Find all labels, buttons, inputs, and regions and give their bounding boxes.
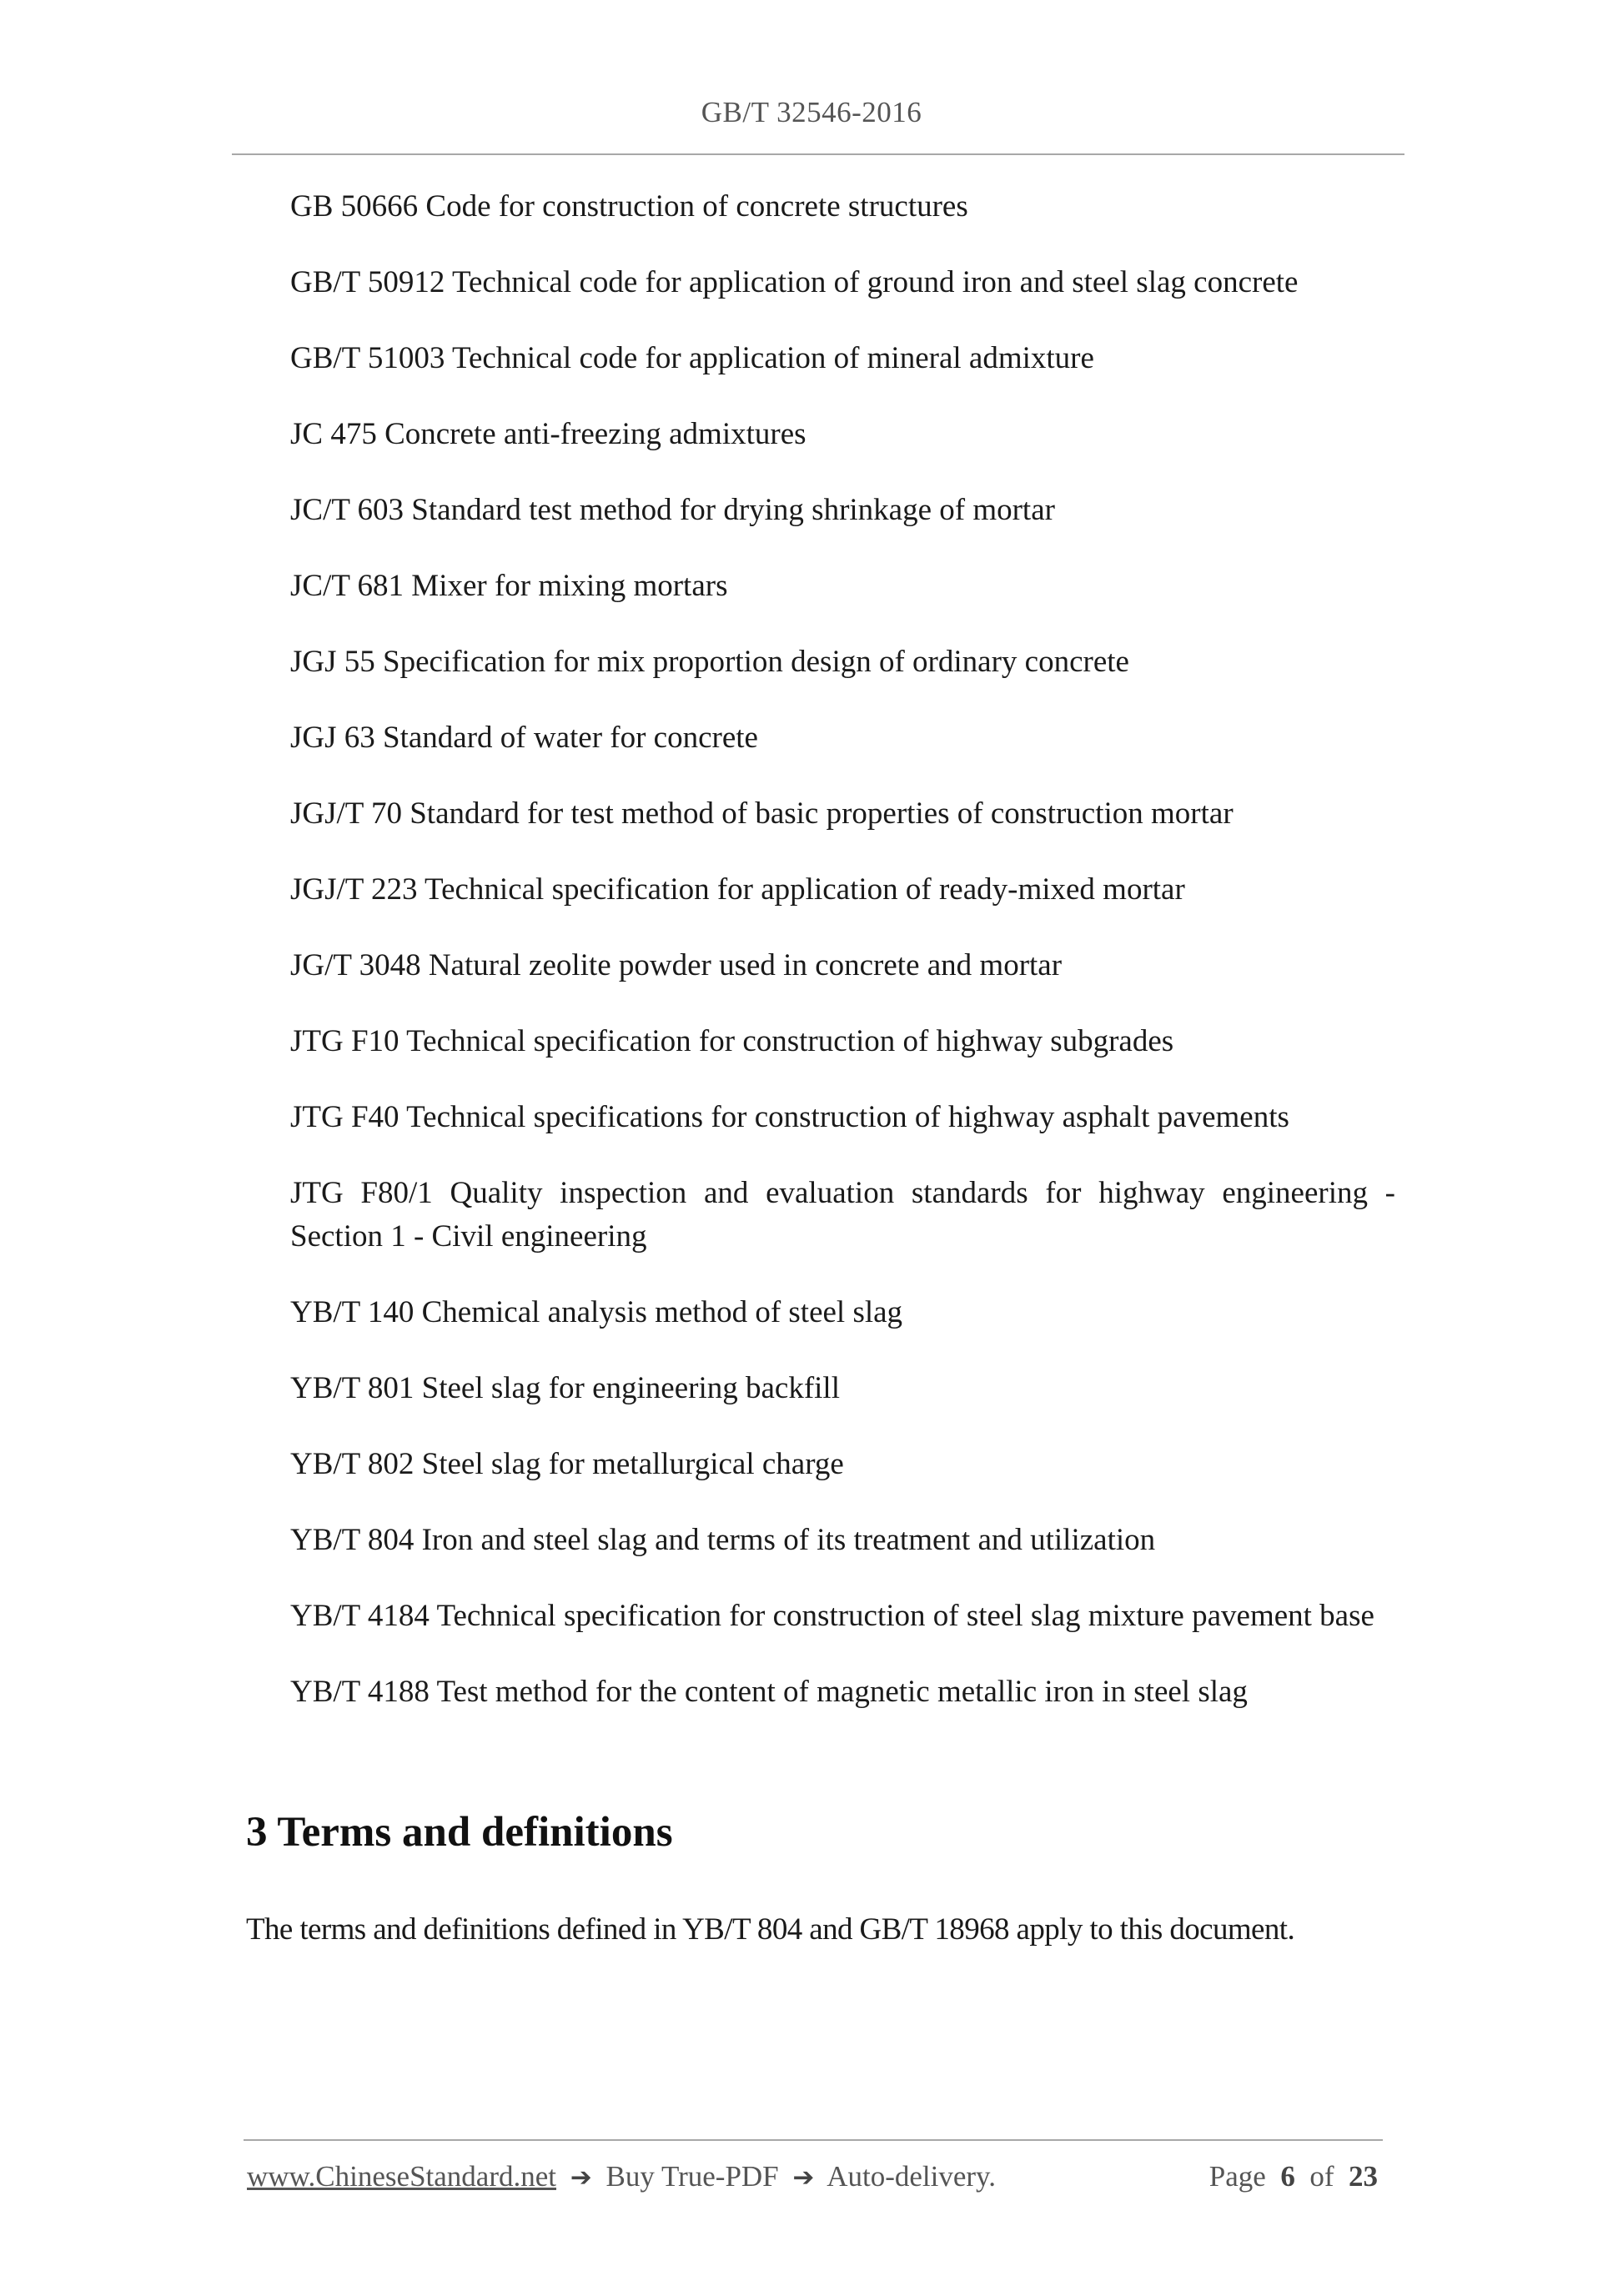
reference-item: GB/T 50912 Technical code for application of ground iron and steel slag concrete bbox=[290, 265, 1299, 299]
reference-item: JGJ/T 223 Technical specification for application of ready-mixed mortar bbox=[290, 872, 1185, 907]
website-link[interactable]: www.ChineseStandard.net bbox=[247, 2160, 556, 2193]
reference-item: JTG F10 Technical specification for construction of highway subgrades bbox=[290, 1024, 1174, 1058]
section-heading: 3 Terms and definitions bbox=[246, 1809, 673, 1856]
reference-item: JC/T 603 Standard test method for drying shrinkage of mortar bbox=[290, 493, 1055, 527]
reference-item: YB/T 4184 Technical specification for construction of steel slag mixture pavement base bbox=[290, 1599, 1374, 1633]
right-arrow-icon: ➔ bbox=[570, 2163, 592, 2193]
of-label: of bbox=[1309, 2160, 1334, 2193]
page-indicator bbox=[1209, 2160, 1378, 2193]
reference-item: JGJ 55 Specification for mix proportion design of ordinary concrete bbox=[290, 645, 1129, 679]
reference-item: JTG F80/1 Quality inspection and evaluation standards for highway engineering - Section 1 - Civil engineering bbox=[290, 1176, 1395, 1254]
right-arrow-icon: ➔ bbox=[792, 2163, 815, 2193]
reference-item: JC/T 681 Mixer for mixing mortars bbox=[290, 569, 728, 603]
reference-item: JGJ/T 70 Standard for test method of basic properties of construction mortar bbox=[290, 796, 1234, 831]
reference-item: YB/T 801 Steel slag for engineering backfill bbox=[290, 1371, 840, 1405]
reference-item: JGJ 63 Standard of water for concrete bbox=[290, 721, 758, 755]
reference-item: YB/T 802 Steel slag for metallurgical charge bbox=[290, 1447, 844, 1481]
normative-references-list bbox=[290, 185, 1395, 1746]
auto-delivery-text: Auto-delivery. bbox=[827, 2160, 997, 2193]
header-divider bbox=[232, 153, 1404, 155]
reference-item: GB 50666 Code for construction of concrete structures bbox=[290, 189, 968, 224]
document-header-title: GB/T 32546-2016 bbox=[701, 96, 922, 128]
reference-item: JTG F40 Technical specifications for construction of highway asphalt pavements bbox=[290, 1100, 1289, 1134]
reference-item: YB/T 4188 Test method for the content of magnetic metallic iron in steel slag bbox=[290, 1675, 1248, 1709]
reference-item: GB/T 51003 Technical code for application of mineral admixture bbox=[290, 341, 1094, 375]
reference-item: JG/T 3048 Natural zeolite powder used in concrete and mortar bbox=[290, 948, 1063, 982]
page-label: Page bbox=[1208, 2160, 1266, 2193]
page-number: 6 bbox=[1280, 2160, 1295, 2193]
reference-item: JC 475 Concrete anti-freezing admixtures bbox=[290, 417, 806, 451]
reference-item: YB/T 804 Iron and steel slag and terms of its treatment and utilization bbox=[290, 1523, 1156, 1557]
footer-purchase-line bbox=[247, 2160, 996, 2193]
section-paragraph: The terms and definitions defined in YB/T 804 and GB/T 18968 apply to this document. bbox=[246, 1912, 1295, 1947]
footer-divider bbox=[244, 2139, 1383, 2141]
buy-true-pdf-text: Buy True-PDF bbox=[605, 2160, 779, 2193]
reference-item: YB/T 140 Chemical analysis method of steel slag bbox=[290, 1295, 903, 1329]
page-total: 23 bbox=[1349, 2160, 1378, 2193]
